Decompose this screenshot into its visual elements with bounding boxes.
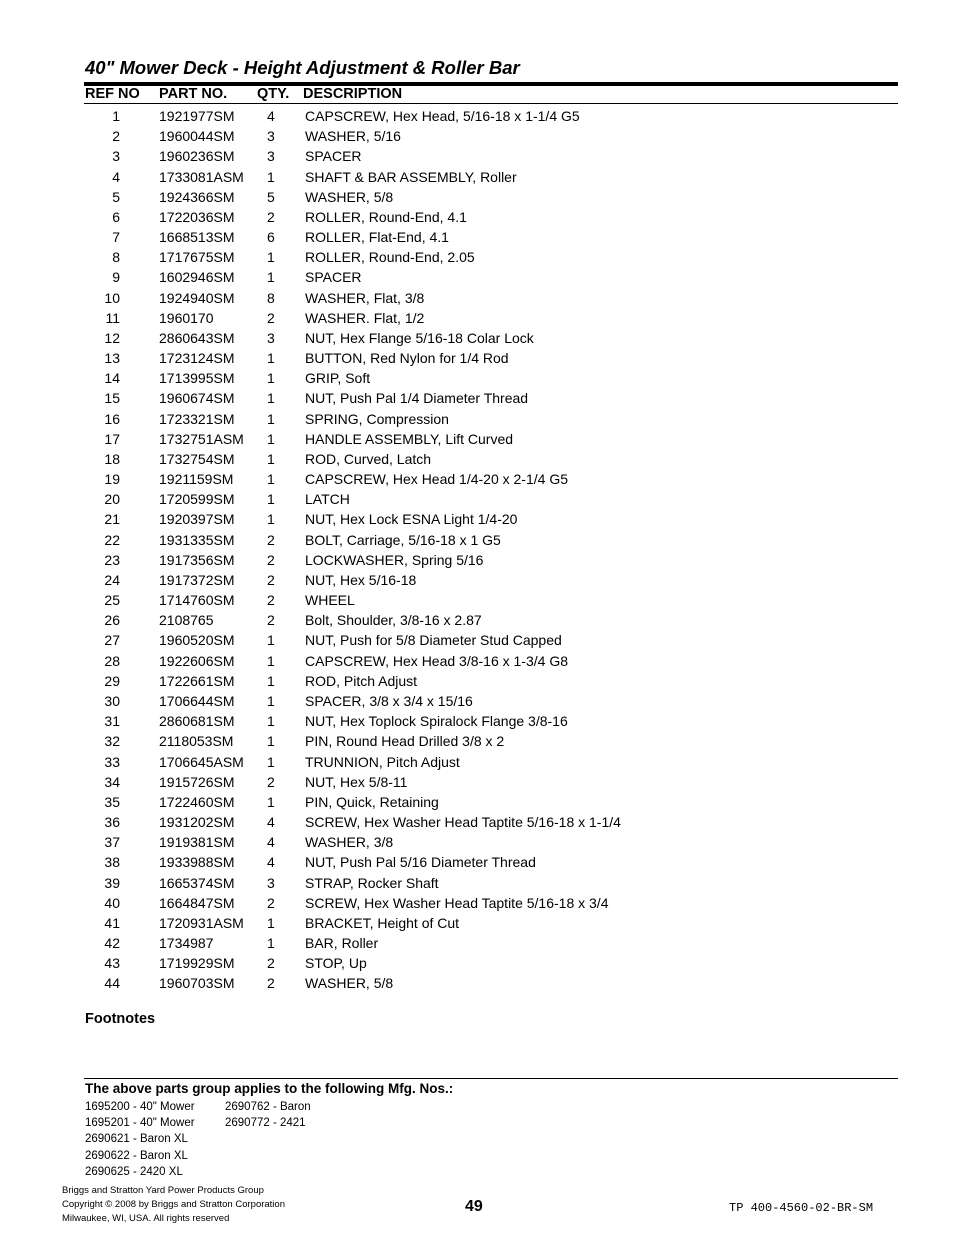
- ref-no-cell: 41: [104, 914, 120, 931]
- ref-no-cell: 31: [104, 713, 120, 730]
- description-cell: CAPSCREW, Hex Head 1/4-20 x 2-1/4 G5: [305, 471, 568, 488]
- qty-cell: 2: [267, 309, 275, 326]
- description-cell: ROD, Curved, Latch: [305, 450, 432, 467]
- part-no-cell: 1915726SM: [159, 773, 235, 790]
- table-row: [0, 671, 954, 691]
- document-code: TP 400-4560-02-BR-SM: [729, 1201, 874, 1215]
- ref-no-cell: 14: [104, 370, 120, 387]
- ref-no-cell: 15: [104, 390, 120, 407]
- mfg-rule: [84, 1078, 898, 1079]
- description-cell: ROLLER, Flat-End, 4.1: [305, 229, 449, 246]
- part-no-cell: 1924940SM: [159, 289, 235, 306]
- part-no-cell: 1665374SM: [159, 874, 235, 891]
- description-cell: NUT, Hex Toplock Spiralock Flange 3/8-16: [305, 713, 568, 730]
- part-no-cell: 1917356SM: [159, 551, 235, 568]
- ref-no-cell: 28: [104, 652, 120, 669]
- header-rule: [84, 103, 898, 104]
- qty-cell: 2: [267, 571, 275, 588]
- ref-no-cell: 35: [104, 793, 120, 810]
- part-no-cell: 2118053SM: [159, 733, 234, 750]
- table-row: [0, 711, 954, 731]
- description-cell: WASHER, 5/16: [305, 128, 401, 145]
- description-cell: WASHER. Flat, 1/2: [305, 309, 425, 326]
- footer-copyright: Copyright © 2008 by Briggs and Stratton Corporation: [62, 1199, 285, 1210]
- ref-no-cell: 21: [104, 511, 120, 528]
- parts-list: [0, 106, 954, 994]
- ref-no-cell: 16: [104, 410, 120, 427]
- qty-cell: 3: [267, 128, 275, 145]
- ref-no-cell: 33: [104, 753, 120, 770]
- ref-no-cell: 42: [104, 935, 120, 952]
- ref-no-cell: 40: [104, 894, 120, 911]
- qty-cell: 1: [267, 390, 275, 407]
- mfg-item: 2690772 - 2421: [225, 1117, 306, 1130]
- description-cell: WASHER, 5/8: [305, 188, 394, 205]
- description-cell: LATCH: [305, 491, 350, 508]
- table-row: [0, 792, 954, 812]
- footnotes-heading: Footnotes: [85, 1011, 156, 1027]
- ref-no-cell: 9: [112, 269, 120, 286]
- ref-no-cell: 4: [112, 168, 120, 185]
- qty-cell: 1: [267, 168, 275, 185]
- part-no-cell: 1713995SM: [159, 370, 235, 387]
- table-row: [0, 731, 954, 751]
- ref-no-cell: 44: [104, 975, 120, 992]
- table-row: [0, 953, 954, 973]
- part-no-cell: 1917372SM: [159, 571, 235, 588]
- description-cell: CAPSCREW, Hex Head 3/8-16 x 1-3/4 G8: [305, 652, 568, 669]
- description-cell: BOLT, Carriage, 5/16-18 x 1 G5: [305, 531, 501, 548]
- part-no-cell: 1723321SM: [159, 410, 235, 427]
- qty-cell: 1: [267, 652, 275, 669]
- description-cell: BUTTON, Red Nylon for 1/4 Rod: [305, 350, 509, 367]
- description-cell: SCREW, Hex Washer Head Taptite 5/16-18 x 3/4: [305, 894, 609, 911]
- qty-cell: 3: [267, 148, 275, 165]
- ref-no-cell: 8: [112, 249, 120, 266]
- ref-no-cell: 22: [104, 531, 120, 548]
- qty-cell: 1: [267, 692, 275, 709]
- qty-cell: 2: [267, 592, 275, 609]
- ref-no-cell: 39: [104, 874, 120, 891]
- qty-cell: 6: [267, 229, 275, 246]
- part-no-cell: 1733081ASM: [159, 168, 244, 185]
- qty-cell: 1: [267, 350, 275, 367]
- table-row: [0, 409, 954, 429]
- table-row: [0, 651, 954, 671]
- description-cell: NUT, Hex 5/16-18: [305, 571, 417, 588]
- qty-cell: 2: [267, 894, 275, 911]
- part-no-cell: 1664847SM: [159, 894, 235, 911]
- table-row: [0, 812, 954, 832]
- part-no-cell: 1732754SM: [159, 450, 235, 467]
- ref-no-cell: 17: [104, 430, 120, 447]
- table-row: [0, 973, 954, 993]
- ref-no-cell: 5: [112, 188, 120, 205]
- mfg-item: 1695201 - 40" Mower: [85, 1117, 195, 1130]
- part-no-cell: 2108765: [159, 612, 214, 629]
- ref-no-cell: 30: [104, 692, 120, 709]
- ref-no-cell: 38: [104, 854, 120, 871]
- table-row: [0, 308, 954, 328]
- qty-cell: 1: [267, 269, 275, 286]
- qty-cell: 1: [267, 430, 275, 447]
- header-ref-no: REF NO: [85, 86, 140, 102]
- part-no-cell: 1722036SM: [159, 208, 235, 225]
- footer-copyright-block: [62, 1184, 285, 1226]
- qty-cell: 1: [267, 370, 275, 387]
- ref-no-cell: 20: [104, 491, 120, 508]
- part-no-cell: 2860643SM: [159, 329, 235, 346]
- description-cell: SPRING, Compression: [305, 410, 449, 427]
- qty-cell: 1: [267, 733, 275, 750]
- qty-cell: 1: [267, 471, 275, 488]
- qty-cell: 2: [267, 531, 275, 548]
- part-no-cell: 1960520SM: [159, 632, 235, 649]
- table-row: [0, 429, 954, 449]
- table-row: [0, 852, 954, 872]
- qty-cell: 4: [267, 854, 275, 871]
- table-row: [0, 328, 954, 348]
- qty-cell: 1: [267, 672, 275, 689]
- table-row: [0, 449, 954, 469]
- qty-cell: 1: [267, 249, 275, 266]
- qty-cell: 1: [267, 935, 275, 952]
- part-no-cell: 1720931ASM: [159, 914, 244, 931]
- description-cell: CAPSCREW, Hex Head, 5/16-18 x 1-1/4 G5: [305, 108, 580, 124]
- description-cell: STOP, Up: [305, 955, 367, 972]
- description-cell: BRACKET, Height of Cut: [305, 914, 460, 931]
- qty-cell: 4: [267, 834, 275, 851]
- part-no-cell: 1732751ASM: [159, 430, 244, 447]
- header-qty: QTY.: [257, 86, 290, 102]
- qty-cell: 2: [267, 975, 275, 992]
- part-no-cell: 1720599SM: [159, 491, 235, 508]
- table-row: [0, 388, 954, 408]
- table-row: [0, 167, 954, 187]
- part-no-cell: 1922606SM: [159, 652, 235, 669]
- part-no-cell: 1960674SM: [159, 390, 235, 407]
- table-row: [0, 832, 954, 852]
- footer-location: Milwaukee, WI, USA. All rights reserved: [62, 1213, 230, 1224]
- mfg-item: 2690621 - Baron XL: [85, 1133, 188, 1146]
- ref-no-cell: 27: [104, 632, 120, 649]
- description-cell: SHAFT & BAR ASSEMBLY, Roller: [305, 168, 517, 185]
- ref-no-cell: 25: [104, 592, 120, 609]
- description-cell: STRAP, Rocker Shaft: [305, 874, 439, 891]
- description-cell: LOCKWASHER, Spring 5/16: [305, 551, 484, 568]
- table-row: [0, 691, 954, 711]
- qty-cell: 8: [267, 289, 275, 306]
- table-row: [0, 146, 954, 166]
- table-row: [0, 469, 954, 489]
- table-row: [0, 368, 954, 388]
- header-description: DESCRIPTION: [303, 86, 403, 102]
- part-no-cell: 1921159SM: [159, 471, 234, 488]
- qty-cell: 1: [267, 450, 275, 467]
- mfg-list-right: [225, 1099, 311, 1131]
- qty-cell: 1: [267, 793, 275, 810]
- mfg-item: 2690622 - Baron XL: [85, 1149, 188, 1162]
- ref-no-cell: 13: [104, 350, 120, 367]
- ref-no-cell: 7: [112, 229, 120, 246]
- part-no-cell: 1602946SM: [159, 269, 235, 286]
- part-no-cell: 1719929SM: [159, 955, 235, 972]
- ref-no-cell: 3: [112, 148, 120, 165]
- ref-no-cell: 11: [105, 309, 120, 326]
- qty-cell: 2: [267, 551, 275, 568]
- description-cell: ROLLER, Round-End, 4.1: [305, 208, 467, 225]
- description-cell: WASHER, 3/8: [305, 834, 394, 851]
- table-row: [0, 933, 954, 953]
- qty-cell: 1: [267, 511, 275, 528]
- ref-no-cell: 43: [104, 955, 120, 972]
- part-no-cell: 1668513SM: [159, 229, 235, 246]
- qty-cell: 2: [267, 773, 275, 790]
- description-cell: GRIP, Soft: [305, 370, 371, 387]
- table-row: [0, 267, 954, 287]
- qty-cell: 1: [267, 914, 275, 931]
- table-row: [0, 550, 954, 570]
- part-no-cell: 1722460SM: [159, 793, 235, 810]
- part-no-cell: 1960170: [159, 309, 214, 326]
- part-no-cell: 1931335SM: [159, 531, 235, 548]
- description-cell: PIN, Round Head Drilled 3/8 x 2: [305, 733, 505, 750]
- page-number: 49: [465, 1198, 483, 1215]
- page-title: 40" Mower Deck - Height Adjustment & Roller Bar: [85, 57, 520, 78]
- mfg-item: 2690762 - Baron: [225, 1101, 311, 1113]
- part-no-cell: 1714760SM: [159, 592, 235, 609]
- ref-no-cell: 6: [112, 208, 120, 225]
- table-row: [0, 227, 954, 247]
- description-cell: ROLLER, Round-End, 2.05: [305, 249, 475, 266]
- description-cell: SPACER: [305, 148, 362, 165]
- qty-cell: 3: [267, 874, 275, 891]
- qty-cell: 4: [267, 814, 275, 831]
- description-cell: BAR, Roller: [305, 935, 379, 952]
- qty-cell: 2: [267, 612, 275, 629]
- qty-cell: 2: [267, 208, 275, 225]
- description-cell: NUT, Hex Flange 5/16-18 Colar Lock: [305, 329, 534, 346]
- table-row: [0, 207, 954, 227]
- table-row: [0, 187, 954, 207]
- table-row: [0, 590, 954, 610]
- table-row: [0, 489, 954, 509]
- ref-no-cell: 10: [104, 289, 120, 306]
- part-no-cell: 1717675SM: [159, 249, 235, 266]
- table-row: [0, 348, 954, 368]
- ref-no-cell: 18: [104, 450, 120, 467]
- description-cell: NUT, Push Pal 5/16 Diameter Thread: [305, 854, 536, 871]
- header-part-no: PART NO.: [159, 86, 228, 102]
- qty-cell: 1: [267, 713, 275, 730]
- table-row: [0, 126, 954, 146]
- part-no-cell: 1920397SM: [159, 511, 235, 528]
- description-cell: WASHER, Flat, 3/8: [305, 289, 425, 306]
- part-no-cell: 1722661SM: [159, 672, 235, 689]
- qty-cell: 5: [267, 188, 275, 205]
- description-cell: NUT, Push for 5/8 Diameter Stud Capped: [305, 632, 562, 649]
- table-row: [0, 106, 954, 126]
- ref-no-cell: 12: [104, 329, 120, 346]
- description-cell: WASHER, 5/8: [305, 975, 394, 992]
- mfg-item: 2690625 - 2420 XL: [85, 1165, 183, 1178]
- part-no-cell: 1706645ASM: [159, 753, 244, 770]
- mfg-list-left: [85, 1099, 195, 1180]
- ref-no-cell: 26: [104, 612, 120, 629]
- description-cell: TRUNNION, Pitch Adjust: [305, 753, 460, 770]
- mfg-heading: The above parts group applies to the following Mfg. Nos.:: [85, 1081, 454, 1096]
- description-cell: ROD, Pitch Adjust: [305, 672, 418, 689]
- part-no-cell: 1921977SM: [159, 108, 235, 124]
- table-row: [0, 772, 954, 792]
- part-no-cell: 1960044SM: [159, 128, 235, 145]
- qty-cell: 1: [267, 632, 275, 649]
- ref-no-cell: 34: [104, 773, 120, 790]
- table-row: [0, 893, 954, 913]
- part-no-cell: 1931202SM: [159, 814, 235, 831]
- description-cell: SCREW, Hex Washer Head Taptite 5/16-18 x 1-1/4: [305, 814, 621, 831]
- ref-no-cell: 29: [104, 672, 120, 689]
- qty-cell: 2: [267, 955, 275, 972]
- qty-cell: 4: [267, 108, 275, 124]
- table-row: [0, 913, 954, 933]
- description-cell: Bolt, Shoulder, 3/8-16 x 2.87: [305, 612, 482, 629]
- table-row: [0, 752, 954, 772]
- footer-company: Briggs and Stratton Yard Power Products Group: [62, 1185, 264, 1196]
- qty-cell: 3: [267, 329, 275, 346]
- part-no-cell: 1723124SM: [159, 350, 235, 367]
- description-cell: HANDLE ASSEMBLY, Lift Curved: [305, 430, 514, 447]
- table-row: [0, 570, 954, 590]
- table-row: [0, 530, 954, 550]
- description-cell: NUT, Hex Lock ESNA Light 1/4-20: [305, 511, 518, 528]
- ref-no-cell: 32: [104, 733, 120, 750]
- ref-no-cell: 1: [112, 108, 120, 124]
- qty-cell: 1: [267, 491, 275, 508]
- part-no-cell: 1734987: [159, 935, 214, 952]
- table-row: [0, 247, 954, 267]
- ref-no-cell: 23: [104, 551, 120, 568]
- part-no-cell: 1960236SM: [159, 148, 235, 165]
- mfg-item: 1695200 - 40" Mower: [85, 1101, 195, 1113]
- table-row: [0, 610, 954, 630]
- description-cell: PIN, Quick, Retaining: [305, 793, 439, 810]
- description-cell: NUT, Push Pal 1/4 Diameter Thread: [305, 390, 529, 407]
- ref-no-cell: 24: [104, 571, 120, 588]
- qty-cell: 1: [267, 410, 275, 427]
- ref-no-cell: 36: [104, 814, 120, 831]
- table-row: [0, 630, 954, 650]
- part-no-cell: 1919381SM: [159, 834, 235, 851]
- part-no-cell: 1933988SM: [159, 854, 235, 871]
- description-cell: SPACER: [305, 269, 362, 286]
- part-no-cell: 1960703SM: [159, 975, 235, 992]
- table-row: [0, 873, 954, 893]
- description-cell: NUT, Hex 5/8-11: [305, 773, 408, 790]
- ref-no-cell: 2: [112, 128, 120, 145]
- table-row: [0, 509, 954, 529]
- qty-cell: 1: [267, 753, 275, 770]
- description-cell: WHEEL: [305, 592, 355, 609]
- ref-no-cell: 19: [104, 471, 120, 488]
- part-no-cell: 1706644SM: [159, 692, 235, 709]
- ref-no-cell: 37: [104, 834, 120, 851]
- description-cell: SPACER, 3/8 x 3/4 x 15/16: [305, 692, 473, 709]
- part-no-cell: 1924366SM: [159, 188, 235, 205]
- table-row: [0, 288, 954, 308]
- part-no-cell: 2860681SM: [159, 713, 235, 730]
